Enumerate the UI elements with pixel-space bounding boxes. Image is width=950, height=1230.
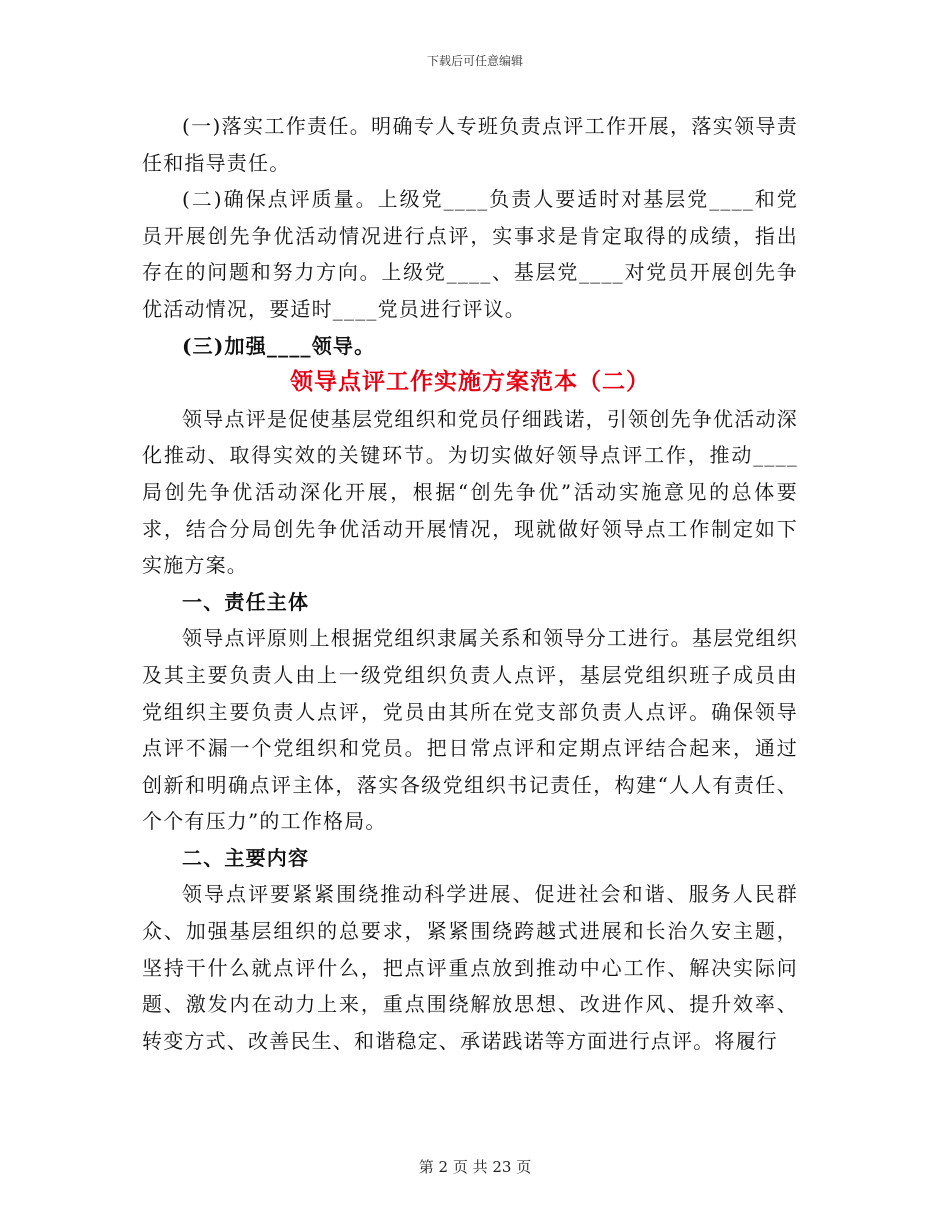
responsibility-paragraph: 领导点评原则上根据党组织隶属关系和领导分工进行。基层党组织及其主要负责人由上一级党组织负责人点评，基层党组织班子成员由党组织主要负责人点评，党员由其所在党支部负责人点评。确保领导点评不漏一个党组织和党员。把日常点评和定期点评结合起来，通过创新和明确点评主体，落实各级党组织书记责任，构建“人人有责任、个个有压力”的工作格局。 xyxy=(142,626,798,834)
section-heading-responsibility: 一、责任主体 xyxy=(182,589,310,614)
page-header-note: 下载后可任意编辑 xyxy=(426,54,523,68)
document-body xyxy=(142,108,798,1059)
item-two-paragraph: (二)确保点评质量。上级党____负责人要适时对基层党____和党员开展创先争优活动情况进行点评，实事求是肯定取得的成绩，指出存在的问题和努力方向。上级党____、基层党____对党员开展创先争优活动情况，要适时____党员进行评议。 xyxy=(142,187,798,321)
item-three-paragraph: (三)加强____领导。 xyxy=(182,333,376,358)
section-heading-content: 二、主要内容 xyxy=(182,845,310,870)
page-number: 第 2 页 共 23 页 xyxy=(418,1158,532,1176)
item-one-paragraph: (一)落实工作责任。明确专人专班负责点评工作开展，落实领导责任和指导责任。 xyxy=(142,114,798,175)
intro-paragraph: 领导点评是促使基层党组织和党员仔细践诺，引领创先争优活动深化推动、取得实效的关键环节。为切实做好领导点评工作，推动____局创先争优活动深化开展，根据“创先争优”活动实施意见的总体要求，结合分局创先争优活动开展情况，现就做好领导点工作制定如下实施方案。 xyxy=(142,406,798,578)
content-paragraph: 领导点评要紧紧围绕推动科学进展、促进社会和谐、服务人民群众、加强基层组织的总要求，紧紧围绕跨越式进展和长治久安主题，坚持干什么就点评什么，把点评重点放到推动中心工作、解决实际问题、激发内在动力上来，重点围绕解放思想、改进作风、提升效率、转变方式、改善民生、和谐稳定、承诺践诺等方面进行点评。将履行 xyxy=(142,882,798,1053)
document-title: 领导点评工作实施方案范本（二） xyxy=(290,368,650,396)
